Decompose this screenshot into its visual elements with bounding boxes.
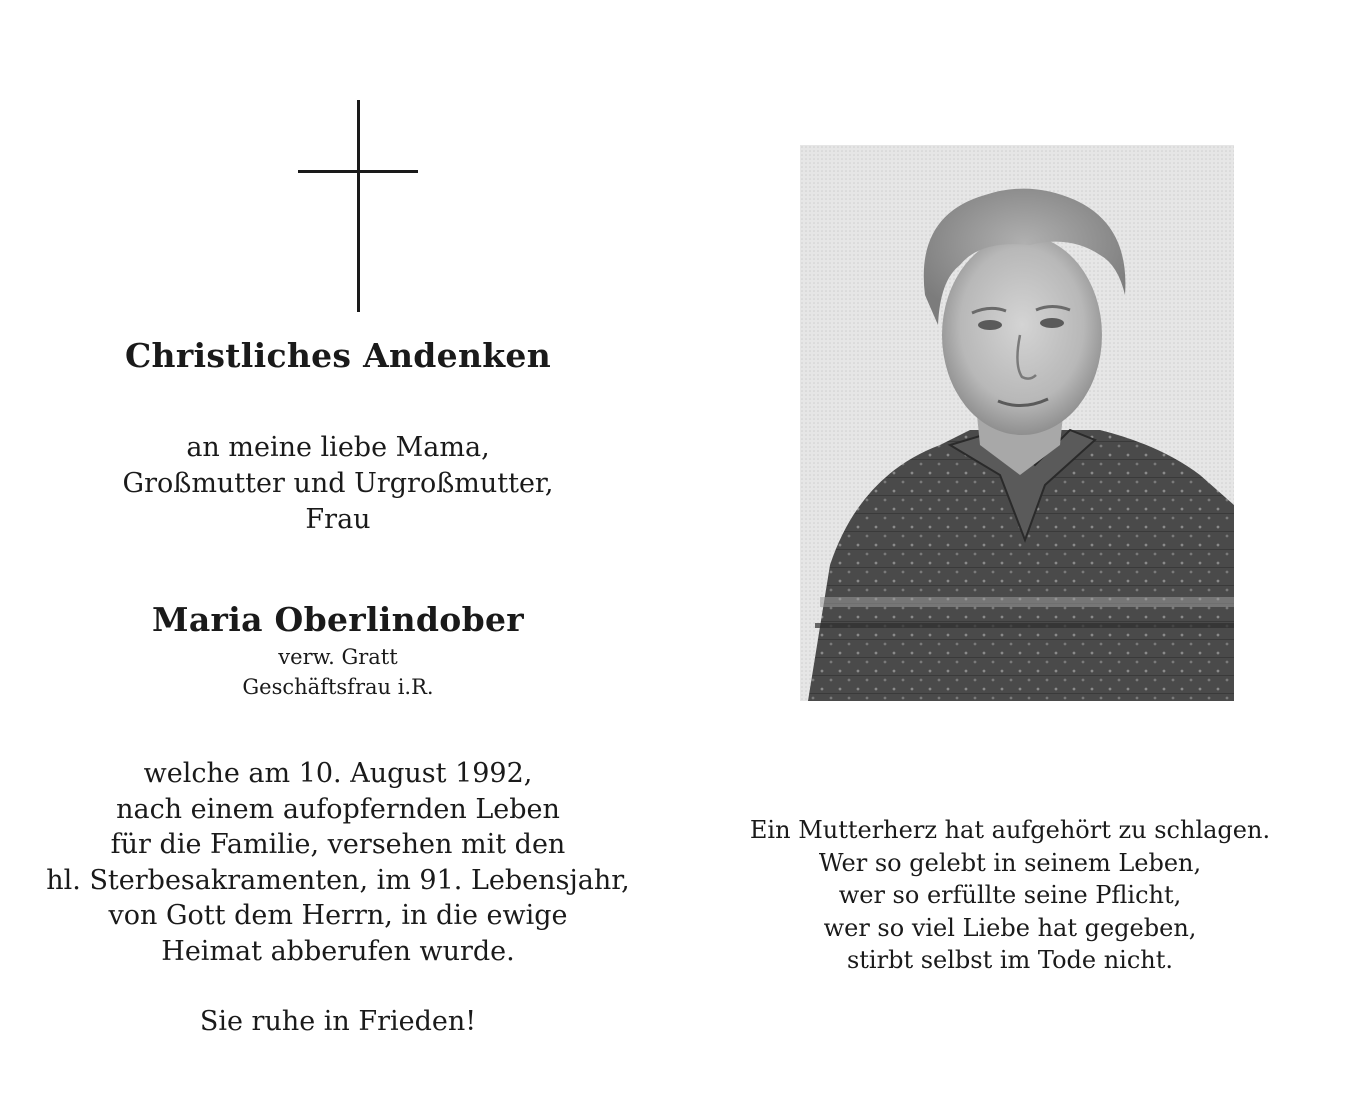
obituary-line: welche am 10. August 1992, [143,758,533,789]
poem-line: Wer so gelebt in seinem Leben, [818,848,1202,877]
poem-line: wer so viel Liebe hat gegeben, [823,913,1197,942]
card-title: Christliches Andenken [124,336,552,375]
sweater-stripe [820,597,1234,607]
dedication-line: Großmutter und Urgroßmutter, [122,468,554,499]
obituary-line: Heimat abberufen wurde. [161,935,515,967]
dedication-line: Frau [305,504,371,535]
deceased-name: Maria Oberlindober [152,600,524,639]
obituary-line: von Gott dem Herrn, in die ewige [108,900,568,932]
farewell-text: Sie ruhe in Frieden! [199,1006,477,1037]
deceased-details [20,642,656,702]
poem-line: stirbt selbst im Tode nicht. [846,946,1174,974]
dedication-line: an meine liebe Mama, [186,432,490,463]
obituary-line: für die Familie, versehen mit den [110,829,566,861]
obituary-line: hl. Sterbesakramenten, im 91. Lebensjahr, [46,864,630,896]
poem-line: wer so erfüllte seine Pflicht, [838,881,1182,909]
occupation: Geschäftsfrau i.R. [242,675,434,699]
cross-vertical-bar [357,100,360,312]
left-column [20,0,656,1100]
dedication [20,430,656,538]
sweater-stripe [815,623,1234,628]
portrait-eye [1040,318,1064,328]
cross-icon [298,100,418,312]
maiden-note: verw. Gratt [278,645,398,669]
cross-horizontal-bar [298,170,418,173]
portrait-photo [800,145,1234,701]
obituary-text [20,756,656,970]
memorial-poem [700,814,1320,977]
obituary-line: nach einem aufopfernden Leben [116,793,560,825]
poem-line: Ein Mutterherz hat aufgehört zu schlagen. [749,816,1271,844]
portrait-eye [978,320,1002,330]
